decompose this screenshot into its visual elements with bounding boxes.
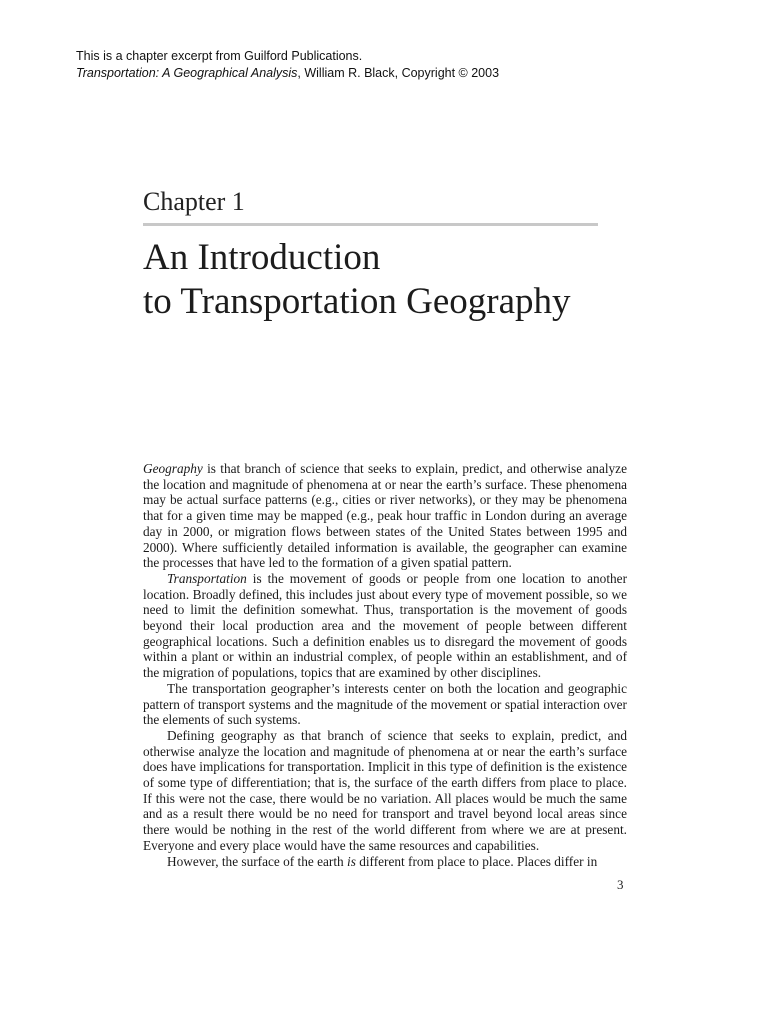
paragraph-however — [143, 854, 627, 870]
chapter-title-line-1: An Introduction — [143, 237, 381, 278]
paragraph-text: is the movement of goods or people from one location to another location. Broadly defined, this includes just about every type of movement possible, so we need to limit the definition somewhat. Thus, transportation is the movement of goods beyond their local production area and the movement of people between different geographical locations. Such a definition enables us to disregard the movement of goods within a plant or within an industrial complex, of people within an establishment, and of the migration of populations, topics that are examined by other disciplines. — [143, 570, 627, 681]
publisher-note-line-2 — [76, 65, 499, 82]
chapter-label: Chapter 1 — [143, 187, 245, 216]
body-text — [143, 461, 627, 869]
paragraph-text: is that branch of science that seeks to explain, predict, and otherwise analyze the location and magnitude of phenomena at or near the earth’s surface. These phenomena may be actual surface patterns (e.g., cities or river networks), or they may be phenomena that for a given time may be mapped (e.g., peak hour traffic in London during an average day in 2000, or migration flows between states of the United States between 1995 and 2000). Where sufficiently detailed information is available, the geographer can examine the processes that have led to the formation of a given spatial pattern. — [143, 461, 627, 571]
term-transportation: Transportation — [167, 570, 247, 586]
paragraph-interests: The transportation geographer’s interests center on both the location and geographic pattern of transport systems and the magnitude of the movement or spatial interaction over the elements of such systems. — [143, 680, 627, 728]
book-title: Transportation: A Geographical Analysis — [76, 66, 298, 80]
publisher-note-line-1: This is a chapter excerpt from Guilford Publications. — [76, 49, 363, 63]
author-copyright: , William R. Black, Copyright © 2003 — [297, 66, 500, 80]
paragraph-geography — [143, 461, 627, 571]
publisher-note — [76, 48, 499, 82]
paragraph-text: different from place to place. Places differ in — [355, 853, 598, 869]
chapter-divider — [143, 223, 598, 226]
chapter-title — [143, 236, 571, 324]
emphasis-is: is — [347, 853, 356, 869]
paragraph-transportation — [143, 571, 627, 681]
chapter-title-line-2: to Transportation Geography — [143, 281, 571, 322]
page-number: 3 — [617, 877, 624, 892]
term-geography: Geography — [143, 461, 203, 476]
paragraph-text: However, the surface of the earth — [167, 853, 347, 869]
paragraph-defining: Defining geography as that branch of science that seeks to explain, predict, and otherwise analyze the location and magnitude of phenomena at or near the earth’s surface does have implications for transportation. Implicit in this type of definition is the existence of some type of differentiation; that is, the surface of the earth differs from place to place. If this were not the case, there would be no variation. All places would be much the same and as a result there would be no need for transport and travel beyond local areas since there would be nothing in the rest of the world different from where we are at present. Everyone and every place would have the same resources and capabilities. — [143, 727, 627, 853]
